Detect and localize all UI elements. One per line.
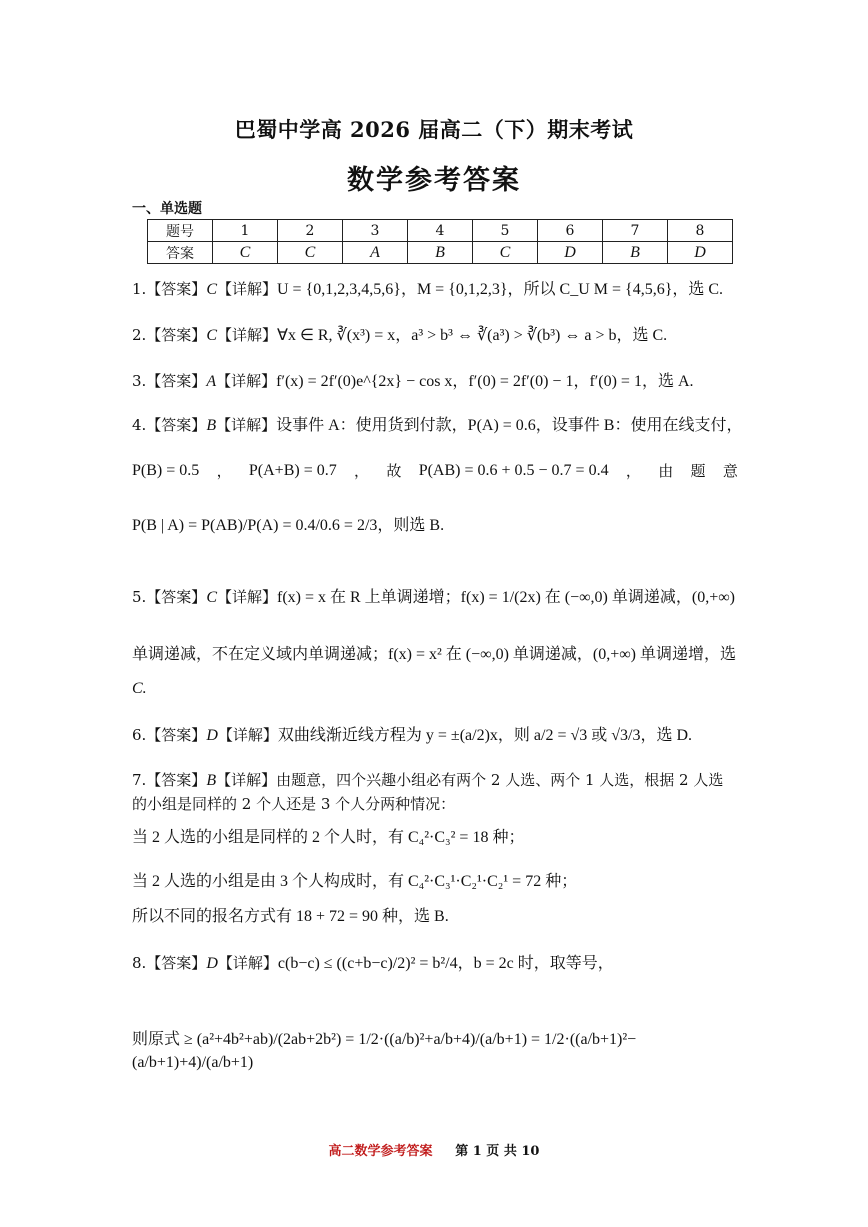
doc-subtitle: 数学参考答案	[347, 165, 521, 196]
q4-line3: P(B | A) = P(AB)/P(A) = 0.4/0.6 = 2/3，则选 B.	[132, 517, 445, 534]
table-row-numbers	[148, 220, 733, 242]
q3-text: f′(x) = 2f′(0)e^{2x} − cos x，f′(0) = 2f′(0) − 1，f′(0) = 1，选 A.	[276, 373, 694, 390]
question-number: 7	[603, 220, 668, 242]
row-label-number: 题号	[148, 220, 213, 242]
q4-solution: 4.【答案】B【详解】设事件 A：使用货到付款，P(A) = 0.6，设事件 B：使用在线支付，	[132, 416, 743, 434]
q7-line1: 由题意，四个兴趣小组必有两个 2 人选、两个 1 人选，根据 2 人选	[276, 771, 724, 789]
q5-line2: 单调递减，不在定义域内单调递减；f(x) = x² 在 (−∞,0) 单调递减，(0,+∞) 单调递增，选	[132, 646, 736, 663]
q2-text: ∀x ∈ R, ∛(x³) = x，a³ > b³ ⇔ ∛(a³) > ∛(b³) ⇔ a > b，选 C.	[277, 327, 668, 344]
q7-line5: 所以不同的报名方式有 18 + 72 = 90 种，选 B.	[132, 908, 449, 925]
question-number: 1	[213, 220, 278, 242]
q6-solution: 6.【答案】D【详解】双曲线渐近线方程为 y = ±(a/2)x，则 a/2 = √3 或 √3/3，选 D.	[132, 726, 693, 744]
row-label-answer: 答案	[148, 242, 213, 264]
answer-cell: D	[538, 242, 603, 264]
question-number: 3	[343, 220, 408, 242]
answer-cell: A	[343, 242, 408, 264]
answer-cell: C	[473, 242, 538, 264]
q2-solution: 2.【答案】C【详解】∀x ∈ R, ∛(x³) = x，a³ > b³ ⇔ ∛(a³) > ∛(b³) ⇔ a > b，选 C.	[132, 326, 668, 344]
footer-doc-name: 高二数学参考答案	[328, 1144, 433, 1159]
answer-cell: C	[278, 242, 343, 264]
q7-line2: 的小组是同样的 2 个人还是 3 个人分两种情况：	[132, 795, 456, 813]
answer-cell: B	[408, 242, 473, 264]
section-heading: 一、单选题	[132, 201, 202, 217]
question-number: 8	[668, 220, 733, 242]
table-row-answers	[148, 242, 733, 264]
q7-line4: 当 2 人选的小组是由 3 个人构成时，有 C₄²·C₃¹·C₂¹·C₂¹ = 72 种；	[132, 873, 578, 890]
page-number: 第 1 页 共 10	[455, 1144, 540, 1159]
question-number: 6	[538, 220, 603, 242]
q1-solution: 1.【答案】C【详解】U = {0,1,2,3,4,5,6}，M = {0,1,2,3}，所以 C_U M = {4,5,6}，选 C.	[132, 280, 724, 298]
question-number: 2	[278, 220, 343, 242]
q5-solution: 5.【答案】C【详解】f(x) = x 在 R 上单调递增；f(x) = 1/(2x) 在 (−∞,0) 单调递减，(0,+∞)	[132, 588, 735, 606]
exam-title: 巴蜀中学高 2026 届高二（下）期末考试	[234, 117, 634, 142]
q8-line2: 则原式 ≥ (a²+4b²+ab)/(2ab+2b²) = 1/2·((a/b)²+a/b+4)/(a/b+1) = 1/2·((a/b+1)²−(a/b+1)+4)/(a/b+1)	[132, 1031, 637, 1071]
q3-solution: 3.【答案】A【详解】f′(x) = 2f′(0)e^{2x} − cos x，f′(0) = 2f′(0) − 1，f′(0) = 1，选 A.	[132, 372, 694, 390]
q1-text: U = {0,1,2,3,4,5,6}，M = {0,1,2,3}，所以 C_U M = {4,5,6}，选 C.	[277, 281, 724, 298]
q5-line1: f(x) = x 在 R 上单调递增；f(x) = 1/(2x) 在 (−∞,0) 单调递减，(0,+∞)	[277, 589, 735, 606]
answer-table	[147, 219, 733, 264]
question-number: 5	[473, 220, 538, 242]
q8-line1: c(b−c) ≤ ((c+b−c)/2)² = b²/4，b = 2c 时，取等号，	[277, 955, 614, 972]
answer-cell: C	[213, 242, 278, 264]
page-footer	[0, 1140, 868, 1159]
q7-line3: 当 2 人选的小组是同样的 2 个人时，有 C₄²·C₃² = 18 种；	[132, 829, 525, 846]
answer-cell: B	[603, 242, 668, 264]
q8-solution: 8.【答案】D【详解】c(b−c) ≤ ((c+b−c)/2)² = b²/4，b = 2c 时，取等号，	[132, 954, 614, 972]
answer-cell: D	[668, 242, 733, 264]
q5-line3: C.	[132, 680, 147, 697]
question-number: 4	[408, 220, 473, 242]
q7-solution: 7.【答案】B【详解】由题意，四个兴趣小组必有两个 2 人选、两个 1 人选，根据 2 人选	[132, 771, 724, 789]
q6-text: 双曲线渐近线方程为 y = ±(a/2)x，则 a/2 = √3 或 √3/3，选 D.	[277, 727, 693, 744]
q4-line2: P(B) = 0.5 ， P(A+B) = 0.7 ， 故 P(AB) = 0.6 + 0.5 − 0.7 = 0.4 ， 由 题 意	[132, 462, 738, 480]
q4-line1: 设事件 A：使用货到付款，P(A) = 0.6，设事件 B：使用在线支付，	[276, 417, 743, 434]
